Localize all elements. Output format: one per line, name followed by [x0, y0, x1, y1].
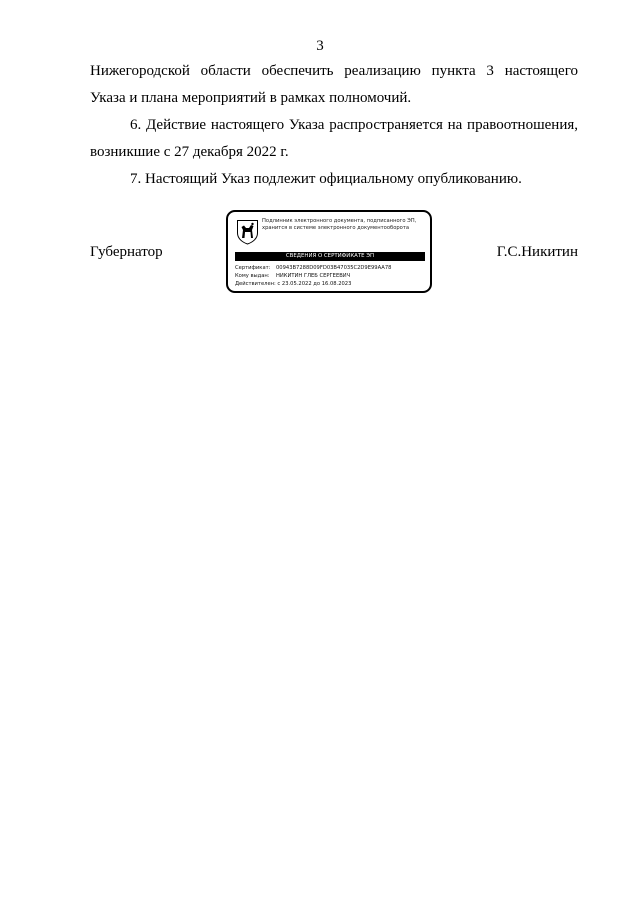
signatory-title: Губернатор — [90, 244, 163, 260]
paragraph-line: возникшие с 27 декабря 2022 г. — [90, 144, 289, 160]
paragraph-line: Указа и плана мероприятий в рамках полномочий. — [90, 90, 412, 106]
stamp-note: Подлинник электронного документа, подписанного ЭП, хранится в системе электронного документооборота — [262, 218, 417, 231]
paragraph-line: Нижегородской области обеспечить реализацию пункта 3 настоящего — [90, 63, 578, 79]
certificate-row: Сертификат: 00943B7288D09FD03B47035C2D9E99AA78 — [235, 265, 392, 271]
electronic-signature-stamp — [226, 210, 432, 293]
page-number: 3 — [316, 38, 324, 54]
signatory-name: Г.С.Никитин — [496, 244, 578, 260]
certificate-header: СВЕДЕНИЯ О СЕРТИФИКАТЕ ЭП — [235, 252, 425, 261]
certificate-validity-row: Действителен: с 23.05.2022 до 16.08.2023 — [235, 281, 352, 287]
coat-of-arms-icon — [236, 219, 259, 245]
paragraph-line: 7. Настоящий Указ подлежит официальному опубликованию. — [130, 171, 522, 187]
certificate-owner-row: Кому выдан: НИКИТИН ГЛЕБ СЕРГЕЕВИЧ — [235, 273, 351, 279]
paragraph-line: 6. Действие настоящего Указа распространяется на правоотношения, — [130, 117, 578, 133]
